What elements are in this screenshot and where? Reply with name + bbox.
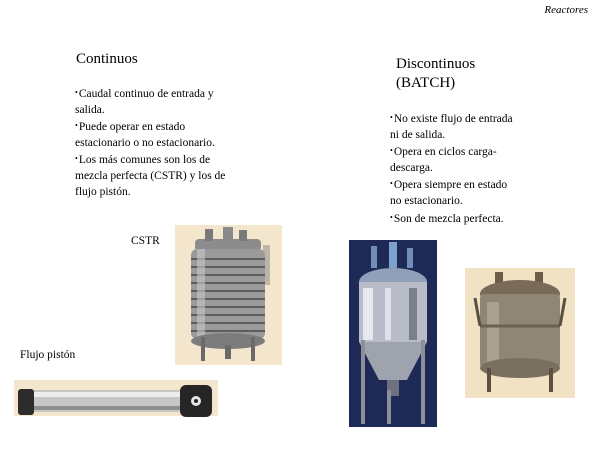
list-item: • Caudal continuo de entrada y: [75, 85, 265, 103]
cstr-label: CSTR: [131, 235, 160, 247]
discontinuous-title-line1: Discontinuos: [396, 56, 476, 72]
list-item: • Son de mezcla perfecta.: [390, 210, 550, 228]
list-item: estacionario o no estacionario.: [75, 136, 215, 149]
discontinuous-title: [396, 55, 475, 93]
list-item: • Opera siempre en estado: [390, 176, 550, 194]
discontinuous-title-line2: (BATCH): [396, 75, 456, 91]
list-item: ni de salida.: [390, 128, 446, 141]
batch-reactor-image-2: [465, 268, 575, 398]
plug-flow-label: Flujo pistón: [20, 349, 76, 361]
list-item: descarga.: [390, 161, 433, 174]
cstr-reactor-image: [175, 225, 282, 365]
list-item: salida.: [75, 103, 105, 116]
list-item: • No existe flujo de entrada: [390, 110, 550, 128]
list-item: no estacionario.: [390, 194, 463, 207]
list-item: • Los más comunes son los de: [75, 151, 265, 169]
continuous-title: Continuos: [76, 51, 138, 67]
section-tag: Reactores: [544, 4, 588, 16]
discontinuous-bullet-list: [390, 110, 550, 227]
continuous-bullet-list: [75, 85, 265, 200]
list-item: flujo pistón.: [75, 185, 131, 198]
list-item: • Opera en ciclos carga-: [390, 143, 550, 161]
batch-reactor-image-1: [349, 240, 437, 427]
list-item: • Puede operar en estado: [75, 118, 265, 136]
plug-flow-reactor-image: [14, 380, 218, 428]
list-item: mezcla perfecta (CSTR) y los de: [75, 169, 226, 182]
